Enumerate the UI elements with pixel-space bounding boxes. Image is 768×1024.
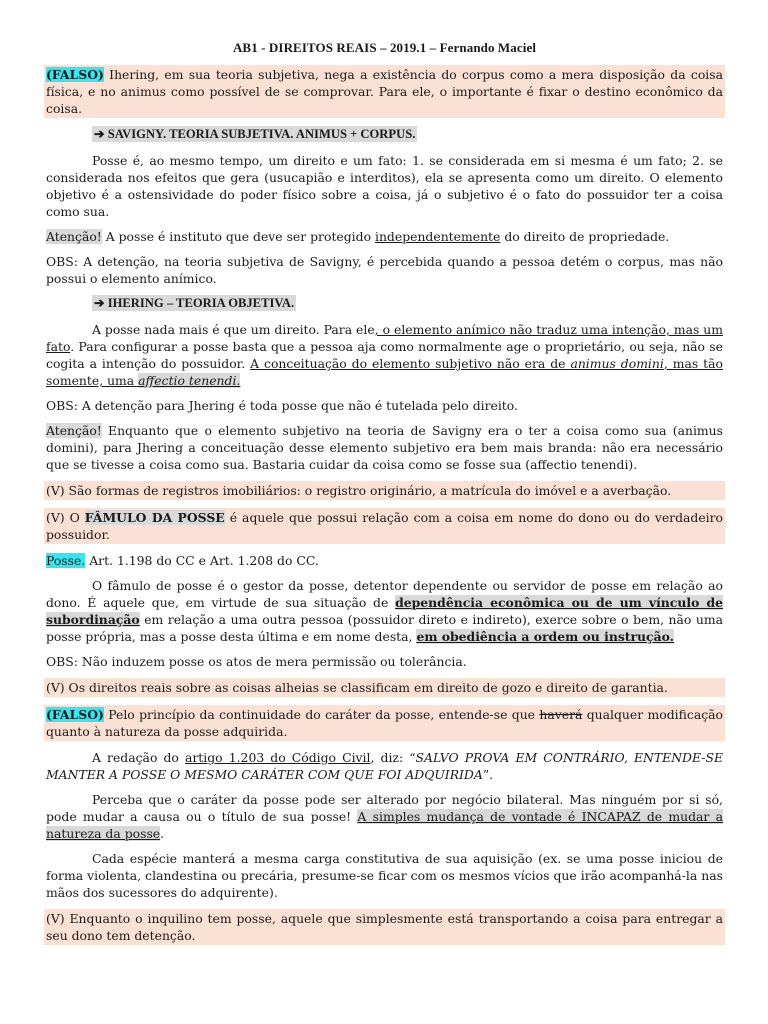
paragraph-famulo xyxy=(44,508,725,544)
underlined-text: A simples mudança de vontade é INCAPAZ de mudar a natureza da posse xyxy=(46,809,724,841)
paragraph-obs-tolerancia: OBS: Não induzem posse os atos de mera permissão ou tolerância. xyxy=(46,654,467,669)
paragraph-posse-direito-fato: Posse é, ao mesmo tempo, um direito e um fato: 1. se considerada em si mesma é um fato; 2. se considerada nos efeitos que gera (usucapião e interditos), ela se apresenta como um direito. O elemento objetivo é a ostensividade do poder físico sobre a coisa, já o subjetivo é o fato do possuidor ter a coisa como sua. xyxy=(46,153,723,219)
paragraph-continuidade-false xyxy=(44,705,725,741)
paragraph-carga-constitutiva: Cada espécie manterá a mesma carga constitutiva de sua aquisição (ex. se uma posse iniciou de forma violenta, clandestina ou precária, presume-se ficar com os mesmos vícios que irão acompanhá-la nas mãos dos sucessores do adquirente). xyxy=(46,851,723,900)
underlined-text: artigo 1.203 do Código Civil xyxy=(185,750,371,765)
paragraph-obs-jhering: OBS: A detenção para Jhering é toda posse que não é tutelada pelo direito. xyxy=(46,398,518,413)
italic-term: animus domini xyxy=(570,356,664,371)
atencao-label: Atenção! xyxy=(46,229,102,244)
paragraph-inquilino: (V) Enquanto o inquilino tem posse, aquele que simplesmente está transportando a coisa para entregar a seu dono tem detenção. xyxy=(46,911,723,943)
strikethrough-text: haverá xyxy=(539,707,583,722)
paragraph-text: A posse é instituto que deve ser protegido xyxy=(101,229,375,244)
paragraph-text: Ihering, em sua teoria subjetiva, nega a existência do corpus como a mera disposição da coisa física, e no animus como possível de se comprovar. Para ele, o importante é fixar o destino econômico da coisa. xyxy=(46,67,723,116)
bold-term: FÂMULO DA POSSE xyxy=(84,510,225,525)
atencao-label: Atenção! xyxy=(46,423,102,438)
paragraph-ihering-false xyxy=(44,65,725,118)
section-heading-text: ➔ SAVIGNY. TEORIA SUBJETIVA. ANIMUS + CORPUS. xyxy=(94,127,416,141)
section-heading-savigny xyxy=(92,126,723,143)
underlined-text: , mas tão somente, uma xyxy=(46,356,723,388)
paragraph-text: qualquer modificação quanto à natureza da posse adquirida. xyxy=(46,707,723,739)
document-page xyxy=(46,40,723,953)
paragraph-artigo-1203 xyxy=(46,749,723,783)
paragraph-text: é aquele que possui relação com a coisa em nome do dono ou do verdadeiro possuidor. xyxy=(46,510,724,542)
underlined-text: , o elemento anímico não traduz uma intenção, mas um fato xyxy=(46,322,724,354)
paragraph-text: do direito de propriedade. xyxy=(500,229,670,244)
paragraph-famulo-definicao xyxy=(46,577,723,645)
paragraph-text: ”. xyxy=(482,767,494,782)
paragraph-text: , diz: “ xyxy=(370,750,416,765)
paragraph-posse-artigos xyxy=(46,552,723,569)
section-heading-text: ➔ IHERING – TEORIA OBJETIVA. xyxy=(94,296,295,310)
paragraph-posse-direito xyxy=(46,321,723,389)
paragraph-text: . xyxy=(160,826,165,841)
italic-quote: SALVO PROVA EM CONTRÁRIO, ENTENDE-SE MANTER A POSSE O MESMO CARÁTER COM QUE FOI ADQUIRIDA xyxy=(46,750,723,782)
bold-term: em obediência a ordem ou instrução. xyxy=(416,629,674,644)
paragraph-text: A redação do xyxy=(92,750,185,765)
underlined-text: A conceituação do elemento subjetivo não era de xyxy=(250,356,571,371)
document-title: AB1 - DIREITOS REAIS – 2019.1 – Fernando Maciel xyxy=(232,40,537,55)
paragraph-carater-posse xyxy=(46,791,723,842)
italic-term: affectio tenendi. xyxy=(138,373,241,388)
paragraph-text: (V) O xyxy=(46,510,85,525)
posse-label: Posse. xyxy=(46,553,86,568)
paragraph-obs-savigny: OBS: A detenção, na teoria subjetiva de Savigny, é percebida quando a pessoa detém o corpus, mas não possui o elemento anímico. xyxy=(46,254,723,286)
paragraph-text: Art. 1.198 do CC e Art. 1.208 do CC. xyxy=(85,553,319,568)
paragraph-text: A posse nada mais é que um direito. Para ele xyxy=(92,322,375,337)
paragraph-text: Pelo princípio da continuidade do caráter da posse, entende-se que xyxy=(103,707,540,722)
underlined-text: independentemente xyxy=(374,229,501,244)
paragraph-text: Enquanto que o elemento subjetivo na teoria de Savigny era o ter a coisa como sua (animus domini), para Jhering a conceituação desse elemento subjetivo era bem mais branda: não era necessário que se tivesse a coisa como sua. Bastaria cuidar da coisa como se fosse sua (affectio tenendi). xyxy=(46,423,723,472)
paragraph-text: em relação a uma outra pessoa (possuidor direto e indireto), exerce sobre o bem, não uma posse própria, mas a posse desta última e em nome desta, xyxy=(46,612,723,644)
paragraph-direitos-reais: (V) Os direitos reais sobre as coisas alheias se classificam em direito de gozo e direito de garantia. xyxy=(44,678,725,697)
paragraph-text: Perceba que o caráter da posse pode ser alterado por negócio bilateral. Mas ninguém por si só, pode mudar a causa ou o título de sua posse! xyxy=(46,792,723,824)
bold-term: dependência econômica ou de um vínculo de subordinação xyxy=(46,595,723,627)
section-heading-ihering xyxy=(92,295,723,312)
false-tag: (FALSO) xyxy=(46,707,104,722)
false-tag: (FALSO) xyxy=(46,67,104,82)
paragraph-text: O fâmulo de posse é o gestor da posse, detentor dependente ou servidor de posse em relação ao dono. É aquele que, em virtude de sua situação de xyxy=(46,578,723,610)
paragraph-atencao-2 xyxy=(46,422,723,473)
paragraph-registros: (V) São formas de registros imobiliários: o registro originário, a matrícula do imóvel e a averbação. xyxy=(44,481,725,500)
paragraph-text: . Para configurar a posse basta que a pessoa aja como normalmente age o proprietário, ou seja, não se cogita a intenção do possuidor. xyxy=(46,339,723,371)
paragraph-atencao-1 xyxy=(46,228,723,245)
